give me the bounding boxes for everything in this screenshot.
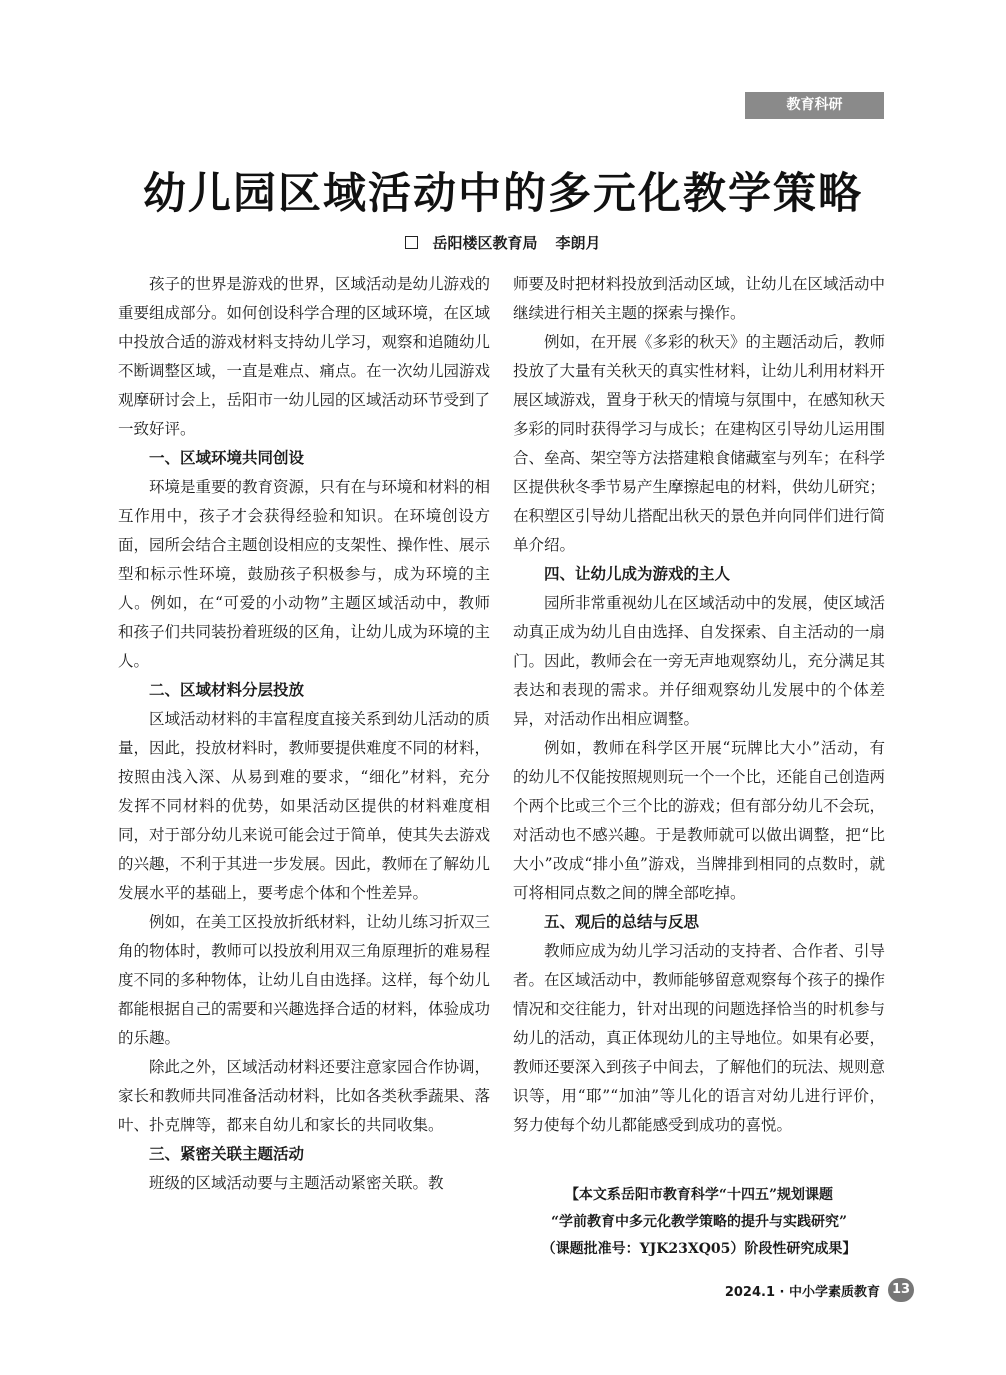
note-line: “学前教育中多元化教学策略的提升与实践研究” — [550, 1214, 848, 1230]
issue-label: 2024.1 · 中小学素质教育 — [724, 1284, 880, 1300]
paragraph: 环境是重要的教育资源，只有在与环境和材料的相互作用中，孩子才会获得经验和知识。在环境创设方面，园所会结合主题创设相应的支架性、操作性、展示型和标示性环境，鼓励孩子积极参与，成为环境的主人。例如，在“可爱的小动物”主题区域活动中，教师和孩子们共同装扮着班级的区角，让幼儿成为环境的主人。 — [118, 478, 491, 670]
paragraph: 例如，教师在科学区开展“玩牌比大小”活动，有的幼儿不仅能按照规则玩一个一个比，还能自己创造两个两个比或三个三个比的游戏；但有部分幼儿不会玩，对活动也不感兴趣。于是教师就可以做出调整，把“比大小”改成“排小鱼”游戏，当牌排到相同的点数时，就可将相同点数之间的牌全部吃掉。 — [513, 739, 886, 902]
section-heading: 一、区域环境共同创设 — [149, 449, 305, 467]
paragraph: 孩子的世界是游戏的世界，区域活动是幼儿游戏的重要组成部分。如何创设科学合理的区域环境，在区域中投放合适的游戏材料支持幼儿学习，观察和追随幼儿不断调整区域，一直是难点、痛点。在一次幼儿园游戏观摩研讨会上，岳阳市一幼儿园的区域活动环节受到了一致好评。 — [118, 275, 491, 438]
right-column — [513, 270, 885, 1140]
section-heading: 五、观后的总结与反思 — [544, 913, 700, 931]
square-icon — [405, 236, 418, 249]
paragraph: 除此之外，区域活动材料还要注意家园合作协调，家长和教师共同准备活动材料，比如各类秋季蔬果、落叶、扑克牌等，都来自幼儿和家长的共同收集。 — [118, 1058, 491, 1134]
paragraph: 园所非常重视幼儿在区域活动中的发展，使区域活动真正成为幼儿自由选择、自发探索、自主活动的一扇门。因此，教师会在一旁无声地观察幼儿，充分满足其表达和表现的需求。并仔细观察幼儿发展中的个体差异，对活动作出相应调整。 — [513, 594, 886, 728]
left-column — [118, 270, 490, 1198]
paragraph: 例如，在美工区投放折纸材料，让幼儿练习折双三角的物体时，教师可以投放利用双三角原理折的难易程度不同的多种物体，让幼儿自由选择。这样，每个幼儿都能根据自己的需要和兴趣选择合适的材料，体验成功的乐趣。 — [118, 913, 491, 1047]
section-heading: 二、区域材料分层投放 — [149, 681, 305, 699]
page-number: 13 — [888, 1278, 914, 1302]
byline — [0, 232, 1006, 253]
byline-author: 李朗月 — [555, 234, 601, 252]
paragraph: 师要及时把材料投放到活动区域，让幼儿在区域活动中继续进行相关主题的探索与操作。 — [513, 275, 886, 322]
section-heading: 四、让幼儿成为游戏的主人 — [544, 565, 731, 583]
section-tab: 教育科研 — [745, 92, 884, 119]
funding-note — [513, 1182, 885, 1263]
note-line: （课题批准号：YJK23XQ05）阶段性研究成果】 — [541, 1241, 857, 1257]
paragraph: 教师应成为幼儿学习活动的支持者、合作者、引导者。在区域活动中，教师能够留意观察每个孩子的操作情况和交往能力，针对出现的问题选择恰当的时机参与幼儿的活动，真正体现幼儿的主导地位。如果有必要，教师还要深入到孩子中间去，了解他们的玩法、规则意识等，用“耶”“加油”等儿化的语言对幼儿进行评价，努力使每个幼儿都能感受到成功的喜悦。 — [513, 942, 886, 1134]
paragraph: 班级的区域活动要与主题活动紧密关联。教 — [149, 1174, 444, 1192]
section-heading: 三、紧密关联主题活动 — [149, 1145, 305, 1163]
byline-org: 岳阳楼区教育局 — [432, 234, 538, 252]
article-title: 幼儿园区域活动中的多元化教学策略 — [143, 169, 863, 219]
note-line: 【本文系岳阳市教育科学“十四五”规划课题 — [564, 1187, 834, 1203]
paragraph: 例如，在开展《多彩的秋天》的主题活动后，教师投放了大量有关秋天的真实性材料，让幼儿利用材料开展区域游戏，置身于秋天的情境与氛围中，在感知秋天多彩的同时获得学习与成长；在建构区引导幼儿运用围合、垒高、架空等方法搭建粮食储藏室与列车；在科学区提供秋冬季节易产生摩擦起电的材料，供幼儿研究；在积塑区引导幼儿搭配出秋天的景色并向同伴们进行简单介绍。 — [513, 333, 886, 554]
paragraph: 区域活动材料的丰富程度直接关系到幼儿活动的质量，因此，投放材料时，教师要提供难度不同的材料，按照由浅入深、从易到难的要求，“细化”材料，充分发挥不同材料的优势，如果活动区提供的材料难度相同，对于部分幼儿来说可能会过于简单，使其失去游戏的兴趣，不利于其进一步发展。因此，教师在了解幼儿发展水平的基础上，要考虑个体和个性差异。 — [118, 710, 491, 902]
page-footer — [725, 1278, 914, 1302]
